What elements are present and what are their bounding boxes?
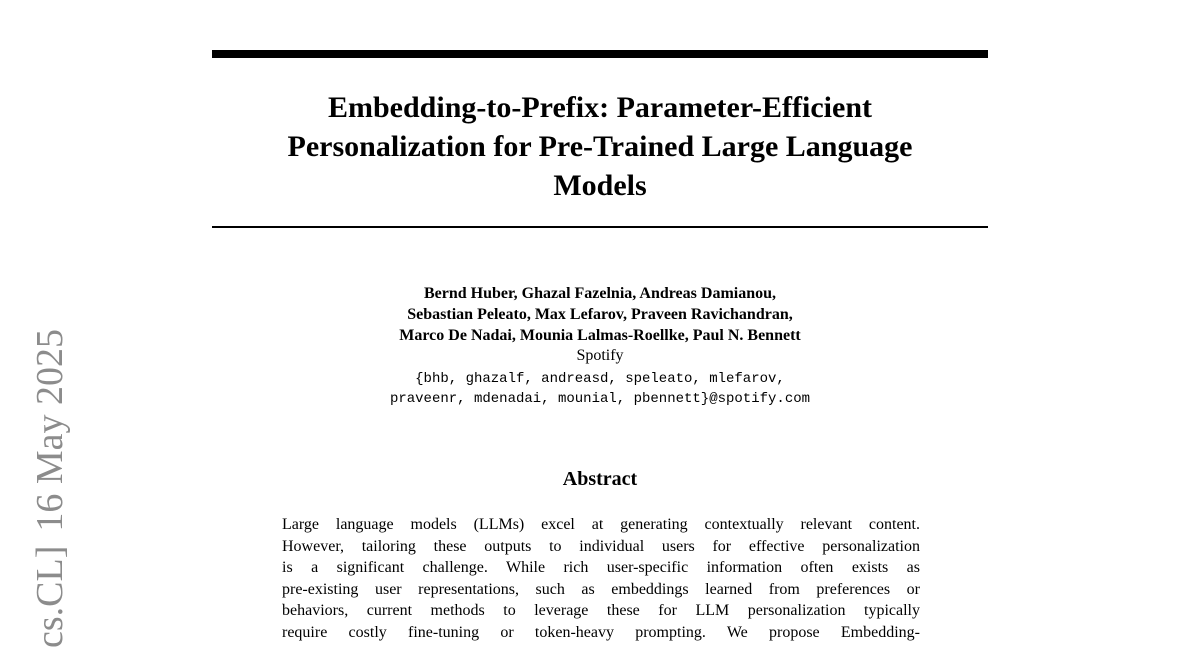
- arxiv-date: 16 May 2025: [29, 328, 71, 532]
- title-top-rule: [212, 50, 988, 58]
- email-line: {bhb, ghazalf, andreasd, speleato, mlefarov,: [415, 371, 785, 387]
- abstract-heading: Abstract: [562, 468, 638, 490]
- author-line: Sebastian Peleato, Max Lefarov, Praveen Ravichandran,: [407, 306, 793, 323]
- abstract-line: require costly fine-tuning or token-heavy prompting. We propose Embedding-: [282, 623, 920, 641]
- abstract-line: pre-existing user representations, such as embeddings learned from preferences or: [282, 580, 920, 598]
- title-line: Embedding-to-Prefix: Parameter-Efficient: [328, 91, 872, 124]
- email-line: praveenr, mdenadai, mounial, pbennett}@spotify.com: [389, 391, 811, 407]
- arxiv-stamp: [28, 329, 72, 648]
- author-line: Marco De Nadai, Mounia Lalmas-Roellke, Paul N. Bennett: [399, 327, 801, 344]
- author-line: Bernd Huber, Ghazal Fazelnia, Andreas Damianou,: [423, 285, 777, 302]
- arxiv-category: cs.CL]: [29, 545, 71, 648]
- paper-title: [212, 88, 988, 205]
- abstract-body: [282, 514, 920, 643]
- author-list: [212, 283, 988, 346]
- abstract-line: is a significant challenge. While rich user-specific information often exists as: [282, 559, 920, 576]
- affiliation: Spotify: [576, 347, 624, 364]
- title-bottom-rule: [212, 226, 988, 228]
- abstract-line: Large language models (LLMs) excel at generating contextually relevant content.: [282, 516, 920, 533]
- author-emails: [212, 369, 988, 409]
- title-line: Personalization for Pre-Trained Large Language: [287, 130, 913, 163]
- abstract-line: However, tailoring these outputs to individual users for effective personalization: [282, 537, 920, 555]
- title-line: Models: [553, 169, 647, 202]
- abstract-line: behaviors, current methods to leverage these for LLM personalization typically: [282, 602, 920, 619]
